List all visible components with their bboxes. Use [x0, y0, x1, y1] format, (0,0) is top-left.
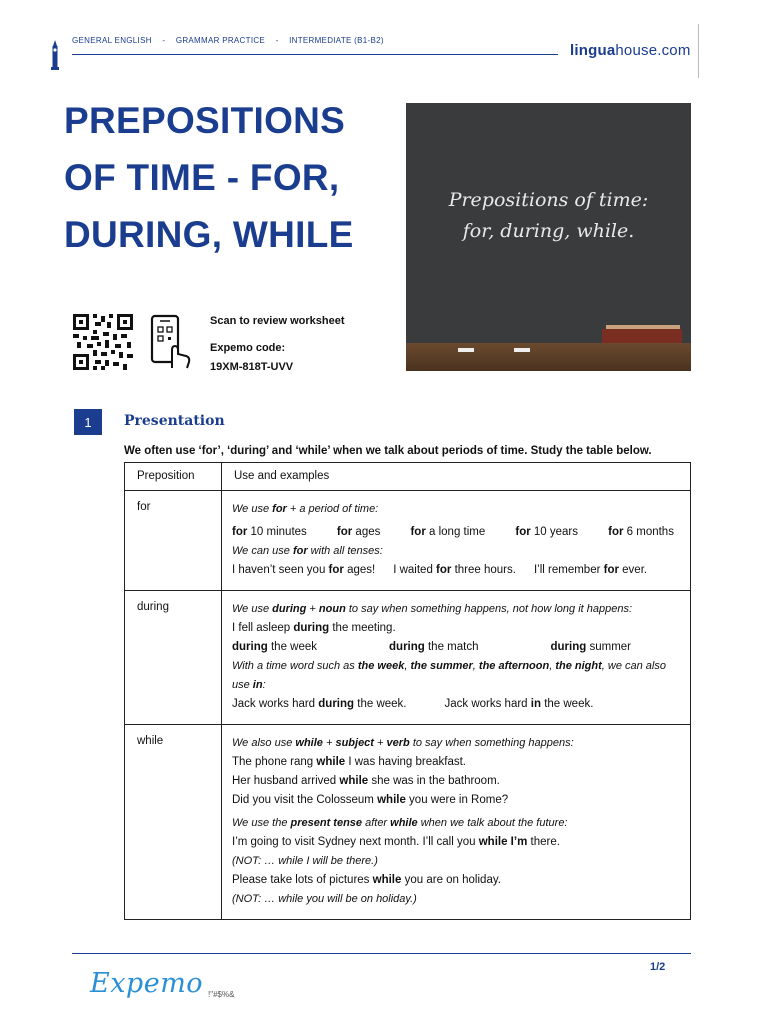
chalk-stick: [458, 348, 474, 352]
header-preposition: Preposition: [125, 463, 222, 491]
during-example: during the match: [389, 641, 479, 653]
chalkboard-text: [406, 185, 691, 247]
prep-for: for: [125, 491, 222, 591]
footer-divider: [72, 953, 691, 954]
for-tense-example: I waited for three hours.: [393, 564, 516, 576]
brand-bold: lingua: [570, 42, 616, 59]
header-use-and-examples: Use and examples: [222, 463, 691, 491]
while-example: The phone rang while I was having breakfast.: [232, 756, 466, 768]
for-example: for ages: [336, 526, 381, 538]
chalkboard-line-1: Prepositions of time:: [448, 189, 649, 211]
for-example: for 10 years: [515, 526, 579, 538]
header-divider: [72, 54, 558, 55]
eraser: [602, 329, 682, 343]
for-examples: [232, 523, 680, 542]
during-examples: [232, 638, 680, 657]
while-example: Did you visit the Colosseum while you were in Rome?: [232, 794, 509, 806]
for-tense-example: I’ll remember for ever.: [533, 564, 648, 576]
prep-while: while: [125, 725, 222, 920]
section-number-badge: 1: [74, 409, 102, 435]
use-during: [222, 591, 691, 725]
table-row-during: [125, 591, 691, 725]
prep-during: during: [125, 591, 222, 725]
chalk-ledge: [406, 343, 691, 371]
for-rule-1: We use for + a period of time:: [232, 503, 379, 515]
during-rule-1: We use during + noun to say when something happens, not how long it happens:: [232, 603, 633, 615]
title-line-3: DURING, WHILE: [64, 214, 354, 255]
during-rule-2: With a time word such as the week, the summer, the afternoon, the night, we can also use in:: [232, 660, 666, 691]
while-not-note-2: (NOT: … while you will be on holiday.): [232, 893, 417, 905]
for-tense-example: I haven’t seen you for ages!: [232, 564, 376, 576]
header-vertical-divider: [698, 24, 699, 78]
for-tense-examples: [232, 561, 680, 580]
use-while: [222, 725, 691, 920]
expemo-code: 19XM-818T-UVV: [210, 361, 294, 373]
while-not-note-1: (NOT: … while I will be there.): [232, 855, 378, 867]
expemo-code-label: Expemo code:: [210, 342, 286, 354]
brand-logo[interactable]: [570, 42, 691, 59]
while-rule-2: We use the present tense after while when we talk about the future:: [232, 817, 568, 829]
during-example-1: I fell asleep during the meeting.: [232, 622, 396, 634]
qr-code-icon[interactable]: [73, 314, 133, 370]
intro-instruction: We often use ‘for’, ‘during’ and ‘while’ when we talk about periods of time. Study the table below.: [124, 445, 652, 457]
while-rule-1: We also use while + subject + verb to say when something happens:: [232, 737, 574, 749]
for-example: for 6 months: [608, 526, 674, 538]
chalkboard-image: [406, 103, 691, 371]
while-example: Her husband arrived while she was in the bathroom.: [232, 775, 500, 787]
table-header-row: [125, 463, 691, 491]
use-for: [222, 491, 691, 591]
title-line-1: PREPOSITIONS: [64, 100, 346, 141]
section-title: Presentation: [124, 413, 225, 429]
phone-scan-icon: [150, 314, 192, 370]
prepositions-table: [124, 462, 691, 920]
for-example: for a long time: [410, 526, 486, 538]
big-ben-icon: [50, 40, 60, 70]
page-title: [64, 92, 394, 263]
for-rule-2: We can use for with all tenses:: [232, 545, 383, 557]
footer-small-text: !"#$%&: [208, 990, 235, 999]
during-in-example: Jack works hard during the week.: [232, 698, 407, 710]
brand-rest: house.com: [615, 42, 691, 59]
during-example: during the week: [232, 641, 318, 653]
title-line-2: OF TIME - FOR,: [64, 157, 340, 198]
while-future-example-2: Please take lots of pictures while you are on holiday.: [232, 874, 501, 886]
breadcrumb-sep-2: -: [275, 36, 279, 45]
chalkboard-line-2: for, during, while.: [462, 220, 635, 242]
breadcrumb: [72, 36, 392, 45]
for-example: for 10 minutes: [232, 526, 307, 538]
scan-info: [210, 312, 345, 377]
chalk-stick: [514, 348, 530, 352]
table-row-while: [125, 725, 691, 920]
while-future-example: I’m going to visit Sydney next month. I’ll call you while I’m there.: [232, 836, 560, 848]
breadcrumb-level-1[interactable]: GENERAL ENGLISH: [72, 36, 152, 45]
breadcrumb-level-3[interactable]: INTERMEDIATE (B1-B2): [289, 36, 384, 45]
during-example: during summer: [550, 641, 632, 653]
breadcrumb-level-2[interactable]: GRAMMAR PRACTICE: [175, 36, 266, 45]
during-in-examples: [232, 695, 680, 714]
breadcrumb-sep-1: -: [162, 36, 166, 45]
scan-label: Scan to review worksheet: [210, 315, 345, 327]
page-number: 1/2: [650, 961, 666, 973]
during-in-example: Jack works hard in the week.: [444, 698, 594, 710]
table-row-for: [125, 491, 691, 591]
expemo-logo[interactable]: Expemo: [90, 968, 204, 999]
